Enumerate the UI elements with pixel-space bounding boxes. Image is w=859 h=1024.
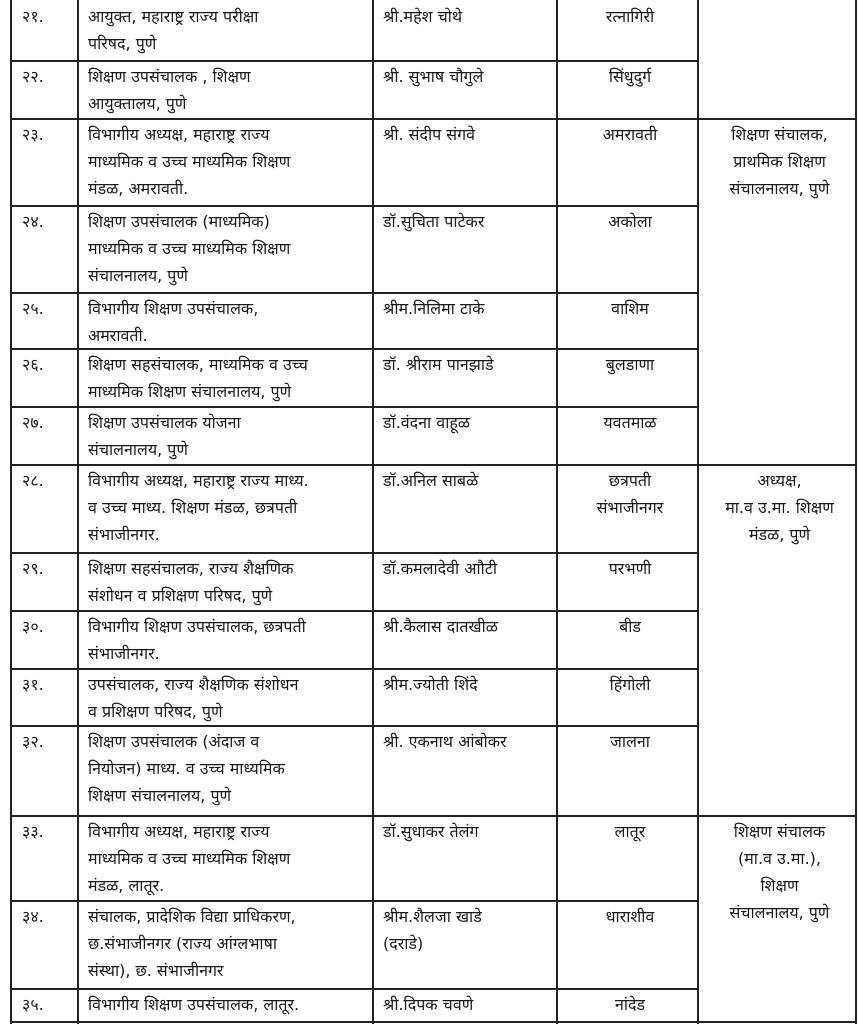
serial-number: २१. [22, 7, 44, 26]
district-name: नांदेड [614, 995, 646, 1014]
district-name: सिंधुदुर्ग [608, 67, 652, 86]
serial-number: ३२. [22, 732, 44, 751]
row-divider [10, 725, 698, 727]
serial-number: ३३. [22, 822, 44, 841]
post-title: विभागीय शिक्षण उपसंचालक, अमरावती. [88, 299, 259, 345]
serial-number: २७. [22, 413, 44, 432]
officer-name: डॉ.सुधाकर तेलंग [383, 822, 479, 841]
column-divider [697, 0, 699, 1024]
column-divider [77, 0, 79, 1024]
table-border-left [10, 0, 12, 1024]
officer-name: श्री.दिपक चवणे [383, 995, 474, 1014]
district-name: अकोला [608, 212, 652, 231]
post-title: शिक्षण उपसंचालक (माध्यमिक) माध्यमिक व उच्च माध्यमिक शिक्षण संचालनालय, पुणे [88, 212, 291, 285]
serial-number: २२. [22, 67, 44, 86]
serial-number: ३०. [22, 617, 44, 636]
district-name: धाराशीव [605, 907, 655, 926]
post-title: विभागीय शिक्षण उपसंचालक, लातूर. [88, 995, 300, 1014]
serial-number: २८. [22, 471, 44, 490]
post-title: संचालक, प्रादेशिक विद्या प्राधिकरण, छ.संभाजीनगर (राज्य आंग्लभाषा संस्था), छ. संभाजीनगर [88, 907, 296, 980]
officer-name: श्री.कैलास दातखीळ [383, 617, 498, 636]
post-title: विभागीय अध्यक्ष, महाराष्ट्र राज्य माध्यमिक व उच्च माध्यमिक शिक्षण मंडळ, लातूर. [88, 822, 291, 895]
row-divider [10, 610, 698, 612]
officer-name: श्रीम.निलिमा टाके [383, 299, 485, 318]
district-name: अमरावती [602, 125, 658, 144]
officer-name: श्री. एकनाथ आंबोकर [383, 732, 507, 751]
district-name: बीड [619, 617, 641, 636]
row-divider [10, 668, 698, 670]
row-divider [10, 292, 698, 294]
district-name: वाशिम [611, 299, 649, 318]
serial-number: ३४. [22, 907, 44, 926]
row-divider [10, 552, 698, 554]
district-name: जालना [610, 732, 650, 751]
post-title: विभागीय अध्यक्ष, महाराष्ट्र राज्य माध्य. व उच्च माध्य. शिक्षण मंडळ, छत्रपती संभाजीनगर. [88, 471, 309, 544]
post-title: शिक्षण उपसंचालक , शिक्षण आयुक्तालय, पुणे [88, 67, 251, 113]
officer-name: श्री. संदीप संगवे [383, 125, 475, 144]
serial-number: ३१. [22, 675, 44, 694]
officer-name: श्रीम.ज्योती शिंदे [383, 675, 478, 694]
district-name: यवतमाळ [603, 413, 657, 432]
officer-name: श्रीम.शैलजा खाडे (दराडे) [383, 907, 482, 953]
row-divider [10, 60, 698, 62]
row-divider [10, 815, 857, 817]
table-border-bottom [10, 1021, 857, 1023]
row-divider [10, 205, 698, 207]
serial-number: २४. [22, 212, 44, 231]
district-name: परभणी [608, 559, 652, 578]
post-title: शिक्षण उपसंचालक योजना संचालनालय, पुणे [88, 413, 241, 459]
row-divider [10, 988, 698, 990]
row-divider [10, 464, 857, 466]
serial-number: २९. [22, 559, 44, 578]
authority-cell: अध्यक्ष, मा.व उ.मा. शिक्षण मंडळ, पुणे [725, 471, 834, 544]
column-divider [556, 0, 558, 1024]
post-title: शिक्षण उपसंचालक (अंदाज व नियोजन) माध्य. व उच्च माध्यमिक शिक्षण संचालनालय, पुणे [88, 732, 285, 805]
post-title: आयुक्त, महाराष्ट्र राज्य परीक्षा परिषद, पुणे [88, 7, 259, 53]
serial-number: २५. [22, 299, 44, 318]
officer-name: डॉ.अनिल साबळे [383, 471, 479, 490]
row-divider [10, 900, 698, 902]
officer-name: डॉ.वंदना वाहूळ [383, 413, 470, 432]
serial-number: ३५. [22, 995, 44, 1014]
post-title: उपसंचालक, राज्य शैक्षणिक संशोधन व प्रशिक्षण परिषद, पुणे [88, 675, 299, 721]
district-name: हिंगोली [609, 675, 651, 694]
officer-name: डॉ.कमलादेवी आौटी [383, 559, 497, 578]
row-divider [10, 118, 857, 120]
row-divider [10, 406, 698, 408]
officer-name: डॉ.सुचिता पाटेकर [383, 212, 485, 231]
district-name: छत्रपती संभाजीनगर [596, 471, 664, 517]
serial-number: २३. [22, 125, 44, 144]
district-name: लातूर [614, 822, 646, 841]
column-divider [372, 0, 374, 1024]
district-name: रत्नागिरी [605, 7, 655, 26]
authority-cell: शिक्षण संचालक, प्राथमिक शिक्षण संचालनालय, पुणे [729, 125, 830, 198]
officer-name: डॉ. श्रीराम पानझाडे [383, 355, 494, 374]
post-title: विभागीय अध्यक्ष, महाराष्ट्र राज्य माध्यमिक व उच्च माध्यमिक शिक्षण मंडळ, अमरावती. [88, 125, 291, 198]
post-title: शिक्षण सहसंचालक, माध्यमिक व उच्च माध्यमिक शिक्षण संचालनालय, पुणे [88, 355, 308, 401]
officer-name: श्री. सुभाष चौगुले [383, 67, 484, 86]
authority-cell: शिक्षण संचालक (मा.व उ.मा.), शिक्षण संचालनालय, पुणे [729, 822, 830, 922]
district-name: बुलडाणा [605, 355, 655, 374]
officer-name: श्री.महेश चोथे [383, 7, 463, 26]
post-title: शिक्षण सहसंचालक, राज्य शैक्षणिक संशोधन व प्रशिक्षण परिषद, पुणे [88, 559, 294, 605]
post-title: विभागीय शिक्षण उपसंचालक, छत्रपती संभाजीनगर. [88, 617, 306, 663]
serial-number: २६. [22, 355, 44, 374]
